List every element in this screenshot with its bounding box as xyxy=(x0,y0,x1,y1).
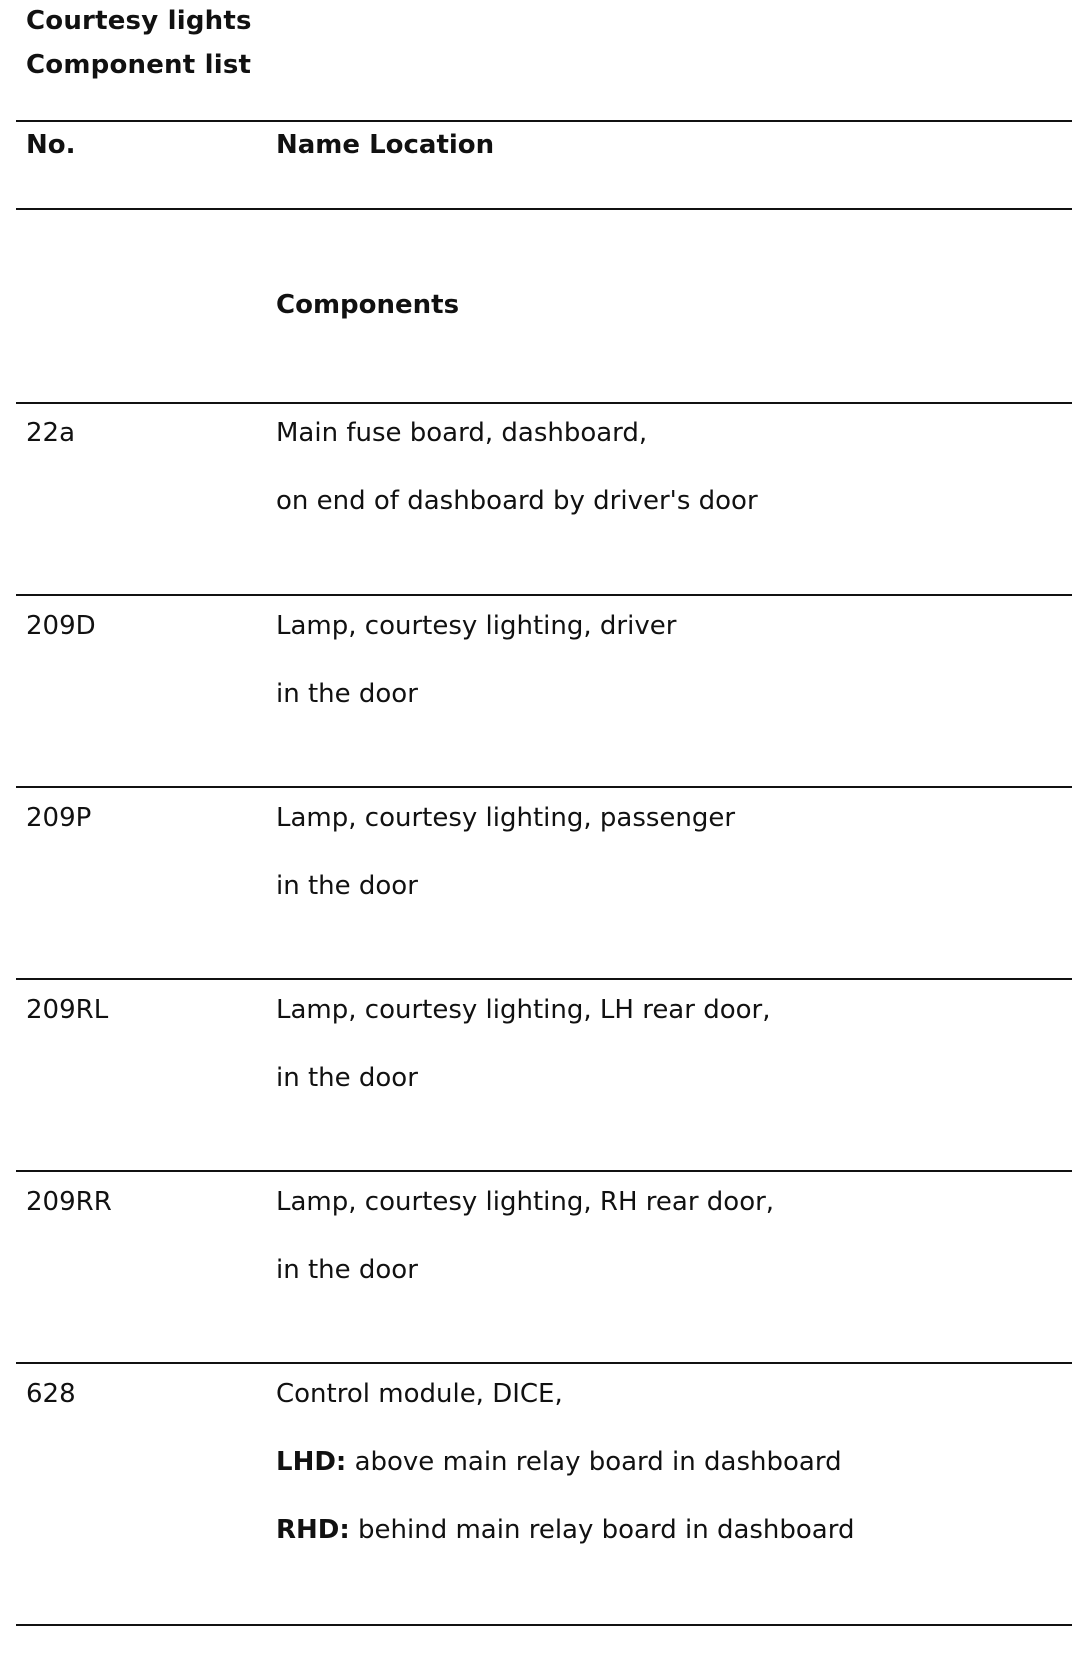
row-line: Main fuse board, dashboard, xyxy=(276,418,648,448)
rhd-label: RHD: xyxy=(276,1515,350,1545)
row-number: 628 xyxy=(26,1379,76,1409)
row-line: in the door xyxy=(276,1063,418,1093)
header-bottom-rule xyxy=(16,208,1072,210)
row-line-lhd xyxy=(276,1447,842,1477)
rhd-text: behind main relay board in dashboard xyxy=(349,1515,855,1545)
row-line: on end of dashboard by driver's door xyxy=(276,486,758,516)
lhd-text: above main relay board in dashboard xyxy=(346,1447,842,1477)
page-subtitle: Component list xyxy=(26,50,252,80)
column-header-no: No. xyxy=(26,130,76,160)
row-rule xyxy=(16,978,1072,980)
row-line: in the door xyxy=(276,679,418,709)
row-number: 209D xyxy=(26,611,96,641)
row-line: in the door xyxy=(276,871,418,901)
row-number: 209RR xyxy=(26,1187,112,1217)
row-number: 209P xyxy=(26,803,92,833)
lhd-label: LHD: xyxy=(276,1447,347,1477)
row-line-rhd xyxy=(276,1515,854,1545)
row-rule xyxy=(16,402,1072,404)
section-label: Components xyxy=(276,290,460,320)
row-rule xyxy=(16,1170,1072,1172)
header-top-rule xyxy=(16,120,1072,122)
row-rule xyxy=(16,1362,1072,1364)
row-line: Lamp, courtesy lighting, driver xyxy=(276,611,677,641)
row-number: 22a xyxy=(26,418,76,448)
row-line: Lamp, courtesy lighting, LH rear door, xyxy=(276,995,771,1025)
row-rule xyxy=(16,594,1072,596)
row-line: in the door xyxy=(276,1255,418,1285)
row-line: Lamp, courtesy lighting, RH rear door, xyxy=(276,1187,775,1217)
row-line: Control module, DICE, xyxy=(276,1379,563,1409)
page-title: Courtesy lights xyxy=(26,6,252,36)
row-number: 209RL xyxy=(26,995,109,1025)
table-bottom-rule xyxy=(16,1624,1072,1626)
row-rule xyxy=(16,786,1072,788)
row-line: Lamp, courtesy lighting, passenger xyxy=(276,803,736,833)
column-header-name-location: Name Location xyxy=(276,130,495,160)
